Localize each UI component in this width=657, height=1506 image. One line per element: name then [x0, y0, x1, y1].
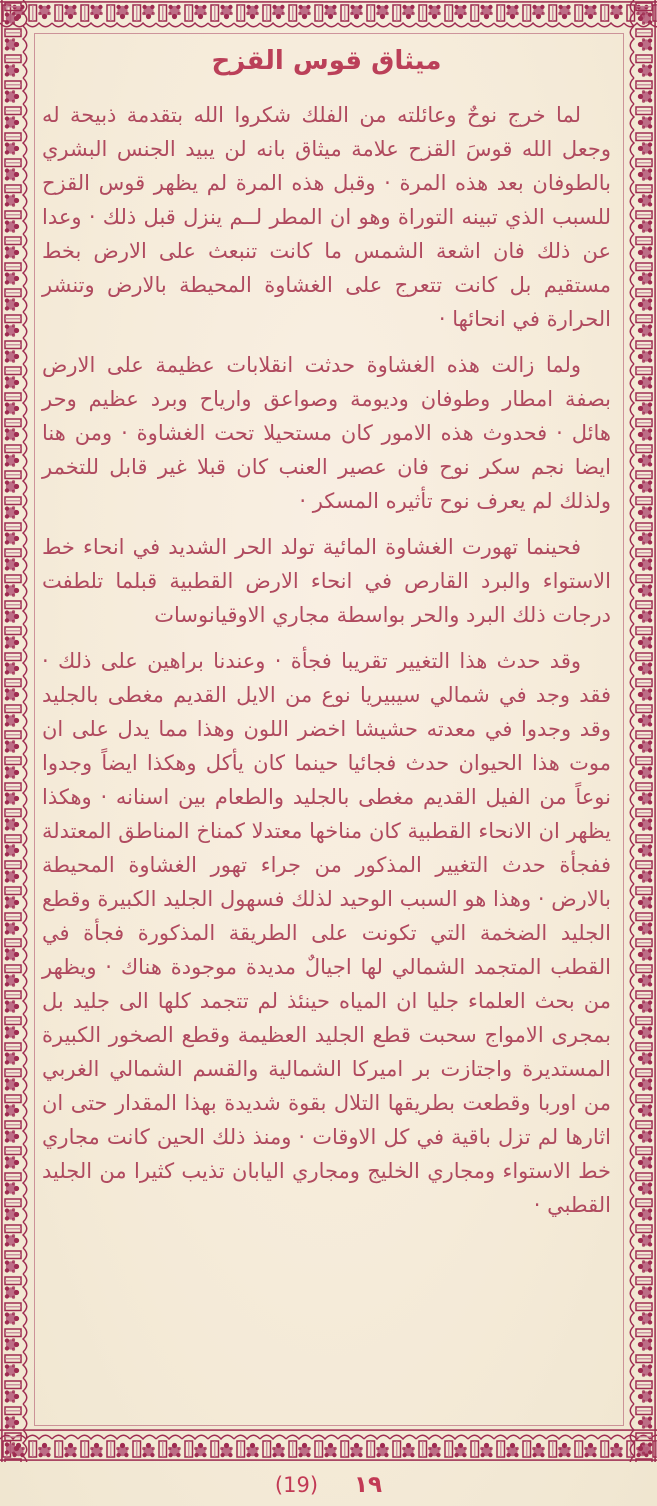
paragraph: لما خرج نوحٌ وعائلته من الفلك شكروا الله بتقدمة ذبيحة له وجعل الله قوسَ القزح علامة ميثاق بانه لن يبيد الجنس البشري بالطوفان بعد هذه المرة · وقبل هذه المرة لم يظهر قوس القزح للسبب الذي تبينه التوراة وهو ان المطر لــم ينزل قبل ذلك · وعدا عن ذلك فان اشعة الشمس ما كانت تنبعث على الارض بخط مستقيم بل كانت تتعرج على الغشاوة المحيطة بالارض وتنشر الحرارة في انحائها ·	[42, 103, 611, 331]
ornamental-border-right-icon	[627, 0, 657, 1462]
page-footer	[0, 1472, 657, 1498]
ornamental-border-bottom-icon	[0, 1428, 657, 1462]
paragraph: ولما زالت هذه الغشاوة حدثت انقلابات عظيمة على الارض بصفة امطار وطوفان وديومة وصواعق وارياح وبرد عظيم وحر هائل · فحدوث هذه الامور كان مستحيلا تحت الغشاوة · ومن هنا ايضا نجم سكر نوح فان عصير العنب كان قبلا غير قابل للتخمر ولذلك لم يعرف نوح تأثيره المسكر ·	[42, 353, 611, 513]
page-title: ميثاق قوس القزح	[211, 46, 442, 76]
page-number-arabic: ١٩	[354, 1472, 383, 1498]
ornamental-border-left-icon	[0, 0, 30, 1462]
page-content	[42, 42, 611, 1234]
ornamental-border-top-icon	[0, 0, 657, 30]
paragraph: وقد حدث هذا التغيير تقريبا فجأة · وعندنا براهين على ذلك · فقد وجد في شمالي سيبيريا نوع من الايل القديم مغطى بالجليد وقد وجدوا في معدته حشيشا اخضر اللون وهذا مما يدل على ان موت هذا الحيوان حدث فجائيا حينما كان يأكل وهكذا ايضاً وجدوا نوعاً من الفيل القديم مغطى بالجليد والطعام بين اسنانه · وهكذا يظهر ان الانحاء القطبية كان مناخها معتدلا كمناخ المناطق المعتدلة ففجأة حدث التغيير المذكور من جراء تهور الغشاوة المحيطة بالارض · وهذا هو السبب الوحيد لذلك فسهول الجليد الكبيرة وقطع الجليد الضخمة التي تكونت على الطريقة المذكورة فجأة في القطب المتجمد الشمالي لها اجيالٌ مديدة موجودة هناك · ويظهر من بحث العلماء جليا ان المياه حينئذ لم تتجمد كلها الى جليد بل بمجرى الامواج سحبت قطع الجليد العظيمة وقطع الصخور الكبيرة المستديرة واجتازت بر اميركا الشمالية والقسم الشمالي الغربي من اوربا وقطعت بطريقها التلال بقوة شديدة بهذا المقدار حتى ان اثارها لم تزل باقية في كل الاوقات · ومنذ ذلك الحين كانت مجاري خط الاستواء ومجاري الخليج ومجاري اليابان تذيب كثيرا من الجليد القطبي ·	[42, 649, 611, 1217]
page-number-western: (19)	[274, 1473, 319, 1497]
paragraph: فحينما تهورت الغشاوة المائية تولد الحر الشديد في انحاء خط الاستواء والبرد القارص في انحاء الارض القطبية قبلما تلطفت درجات ذلك البرد والحر بواسطة مجاري الاوقيانوسات	[42, 535, 611, 627]
